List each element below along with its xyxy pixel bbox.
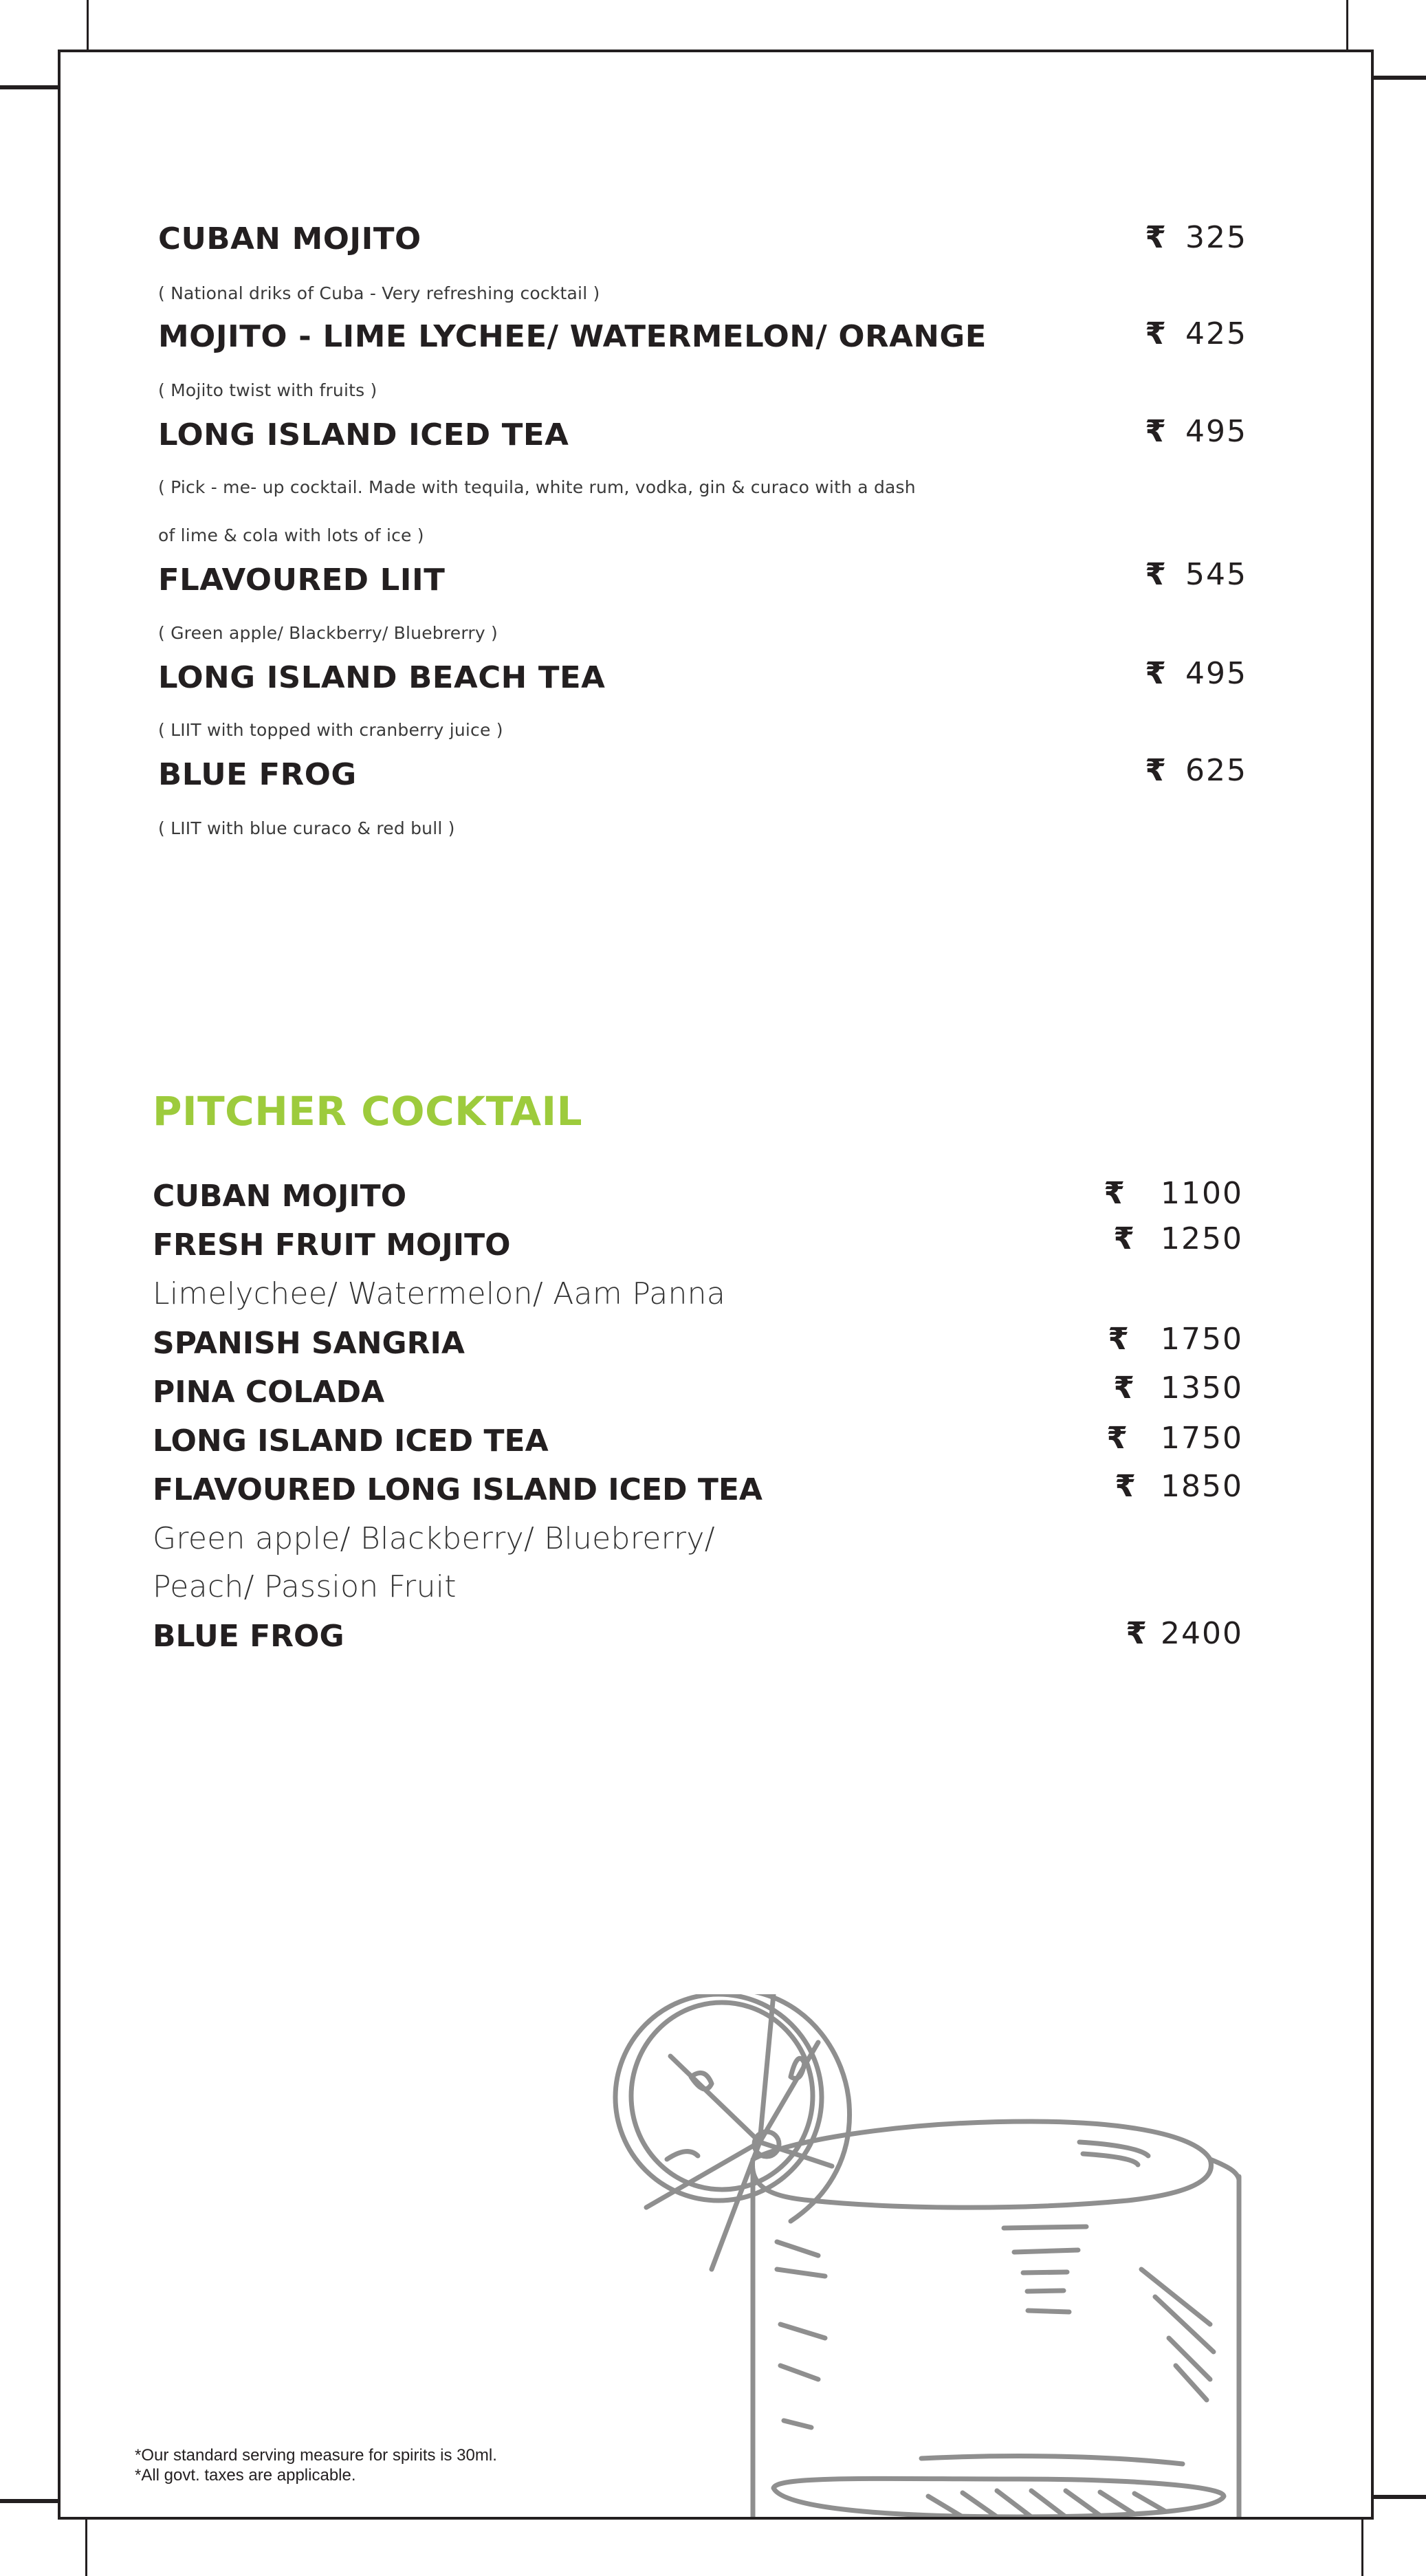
crop-mark-right-bottom (1374, 2495, 1426, 2499)
item-name: MOJITO - LIME LYCHEE/ WATERMELON/ ORANGE (158, 319, 987, 354)
pitcher-item-description: Limelychee/ Watermelon/ Aam Panna (153, 1276, 726, 1311)
item-price: ₹ 325 (1145, 220, 1247, 255)
rupee-icon: ₹ (1104, 1176, 1127, 1211)
pitcher-item-description-line2: Peach/ Passion Fruit (153, 1569, 457, 1604)
item-name: LONG ISLAND ICED TEA (158, 417, 569, 452)
pitcher-item-price: ₹ 2400 (1126, 1616, 1243, 1651)
item-description: ( Green apple/ Blackberry/ Bluebrerry ) (158, 623, 498, 643)
item-price: ₹ 495 (1145, 656, 1247, 691)
cocktail-glass-with-lemon-slice-icon (605, 1994, 1265, 2517)
crop-mark-top-right (1346, 0, 1348, 50)
item-description: ( LIIT with blue curaco & red bull ) (158, 818, 455, 838)
pitcher-item-name: LONG ISLAND ICED TEA (153, 1423, 549, 1459)
item-price: ₹ 545 (1145, 557, 1247, 592)
pitcher-item-price: ₹ 1250 (1113, 1221, 1243, 1256)
crop-mark-left-bottom (0, 2499, 58, 2503)
item-name: LONG ISLAND BEACH TEA (158, 660, 606, 695)
rupee-icon: ₹ (1145, 220, 1168, 255)
item-price: ₹ 425 (1145, 316, 1247, 351)
pitcher-item-price: ₹ 1750 (1108, 1322, 1243, 1357)
pitcher-item-name: FLAVOURED LONG ISLAND ICED TEA (153, 1472, 763, 1507)
crop-mark-left-top (0, 85, 58, 89)
item-description: ( National driks of Cuba - Very refreshing cocktail ) (158, 283, 600, 303)
rupee-icon: ₹ (1145, 414, 1168, 449)
footnote-taxes: *All govt. taxes are applicable. (135, 2466, 356, 2485)
pitcher-item-price: ₹ 1850 (1115, 1469, 1243, 1504)
rupee-icon: ₹ (1145, 316, 1168, 351)
item-name: BLUE FROG (158, 757, 357, 792)
crop-mark-right-top (1374, 76, 1426, 80)
pitcher-item-name: CUBAN MOJITO (153, 1179, 407, 1214)
pitcher-item-price: ₹ 1100 (1104, 1176, 1243, 1211)
rupee-icon: ₹ (1106, 1421, 1130, 1456)
pitcher-item-name: BLUE FROG (153, 1619, 344, 1654)
item-price: ₹ 625 (1145, 753, 1247, 788)
pitcher-item-name: SPANISH SANGRIA (153, 1326, 465, 1361)
rupee-icon: ₹ (1145, 656, 1168, 691)
item-description-line2: of lime & cola with lots of ice ) (158, 525, 424, 545)
crop-mark-bottom-right (1361, 2520, 1363, 2576)
item-price: ₹ 495 (1145, 414, 1247, 449)
rupee-icon: ₹ (1113, 1221, 1137, 1256)
item-name: FLAVOURED LIIT (158, 563, 446, 598)
rupee-icon: ₹ (1126, 1616, 1149, 1651)
crop-mark-bottom-left (85, 2520, 87, 2576)
pitcher-item-name: FRESH FRUIT MOJITO (153, 1227, 511, 1263)
section-title-pitcher-cocktail: PITCHER COCKTAIL (153, 1088, 583, 1135)
rupee-icon: ₹ (1115, 1469, 1138, 1504)
rupee-icon: ₹ (1113, 1371, 1137, 1406)
item-description: ( Mojito twist with fruits ) (158, 380, 377, 400)
item-description: ( Pick - me- up cocktail. Made with tequila, white rum, vodka, gin & curaco with a dash (158, 477, 916, 497)
rupee-icon: ₹ (1108, 1322, 1131, 1357)
item-name: CUBAN MOJITO (158, 221, 421, 256)
pitcher-item-description: Green apple/ Blackberry/ Bluebrerry/ (153, 1521, 715, 1556)
pitcher-item-price: ₹ 1350 (1113, 1371, 1243, 1406)
rupee-icon: ₹ (1145, 753, 1168, 788)
rupee-icon: ₹ (1145, 557, 1168, 592)
crop-mark-top-left (87, 0, 89, 50)
pitcher-item-name: PINA COLADA (153, 1375, 385, 1410)
pitcher-item-price: ₹ 1750 (1106, 1421, 1243, 1456)
footnote-serving-measure: *Our standard serving measure for spirits is 30ml. (135, 2446, 497, 2465)
item-description: ( LIIT with topped with cranberry juice ) (158, 720, 503, 740)
